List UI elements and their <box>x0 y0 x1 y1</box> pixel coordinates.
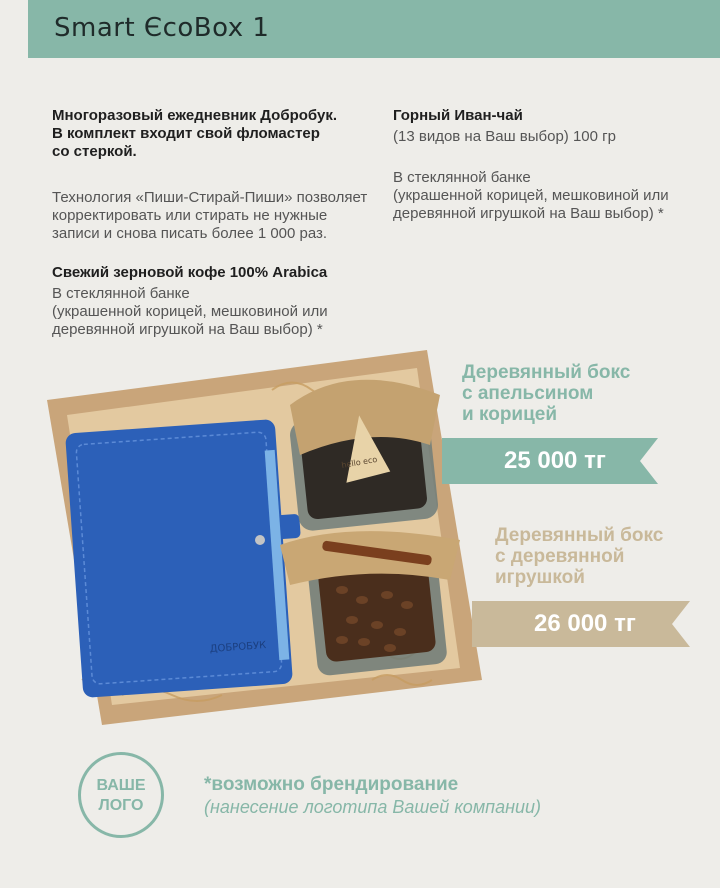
branding-subnote: (нанесение логотипа Вашей компании) <box>204 797 541 817</box>
coffee-title: Свежий зерновой кофе 100% Arabica <box>52 264 328 281</box>
offer-2-label: Деревянный бокс с деревянной игрушкой <box>495 525 664 588</box>
tea-description: В стеклянной банке (украшенной корицей, мешковиной или деревянной игрушкой на Ваш выбор) * <box>393 169 669 222</box>
offer-2-price: 26 000 тг <box>534 610 636 637</box>
planner-stamp: ДОБРОБУК <box>209 640 267 655</box>
logo-line-2: ЛОГО <box>98 797 144 814</box>
header-banner <box>28 0 720 58</box>
branding-note: *возможно брендирование <box>204 774 459 795</box>
coffee-description: В стеклянной банке (украшенной корицей, мешковиной или деревянной игрушкой на Ваш выбор) * <box>52 285 328 338</box>
jar-tag-text: hello eco <box>340 454 378 470</box>
tea-subtitle: (13 видов на Ваш выбор) 100 гр <box>393 128 616 145</box>
tea-title: Горный Иван-чай <box>393 107 523 124</box>
offer-2-price-ribbon <box>472 601 690 647</box>
logo-line-1: ВАШЕ <box>96 777 146 794</box>
offer-1-price-ribbon <box>442 438 658 484</box>
offer-1-label: Деревянный бокс с апельсином и корицей <box>462 362 631 425</box>
planner-title: Многоразовый ежедневник Добробук. В комплект входит свой фломастер со стеркой. <box>52 107 338 160</box>
logo-placeholder-badge <box>78 752 164 838</box>
planner-description: Технология «Пиши-Стирай-Пиши» позволяет корректировать или стирать не нужные записи и снова писать более 1 000 раз. <box>52 189 368 242</box>
page-title: Smart ЄcoBox 1 <box>54 13 270 43</box>
offer-1-price: 25 000 тг <box>504 447 606 474</box>
product-photo <box>42 350 482 725</box>
